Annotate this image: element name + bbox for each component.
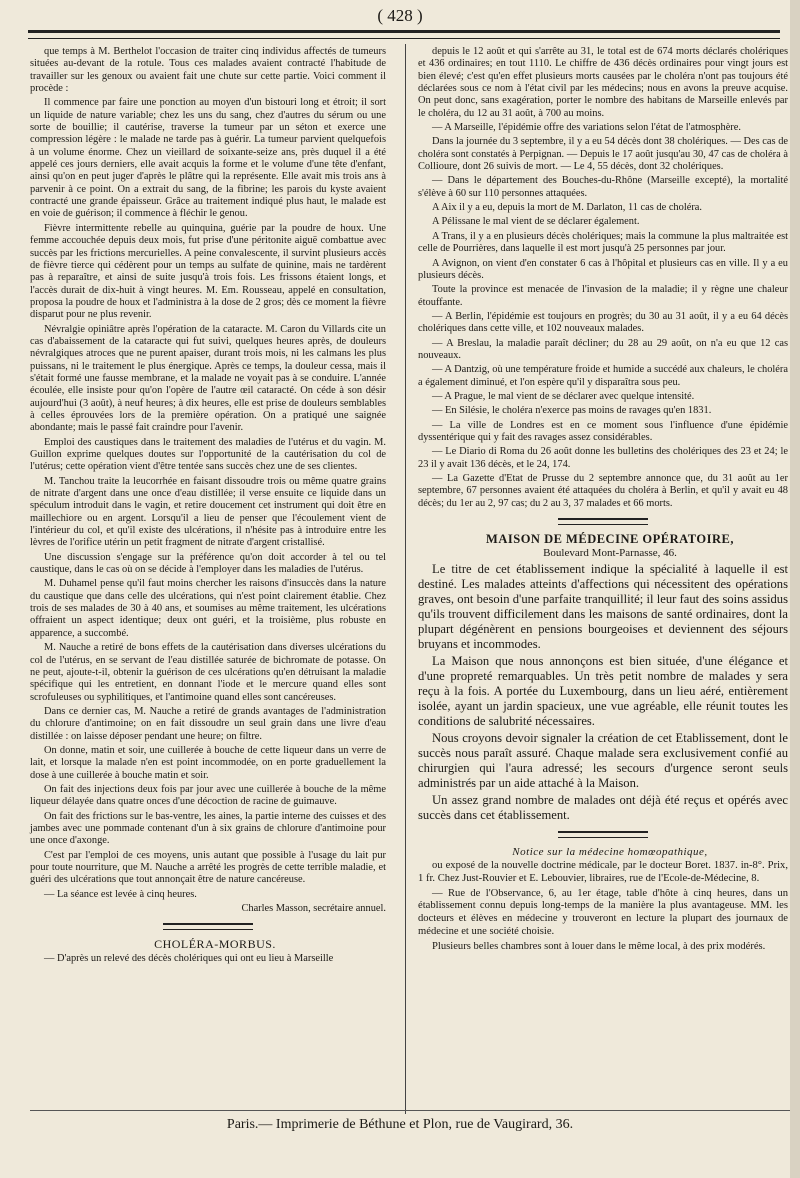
footer-rule <box>30 1110 790 1111</box>
news-item: — Dans le département des Bouches-du-Rhône (Marseille excepté), la mortalité s'élève à 60 sur 110 personnes attaquées. <box>418 175 788 199</box>
news-item: A Pélissane le mal vient de se déclarer également. <box>432 216 640 228</box>
maison-text <box>418 562 788 823</box>
notice-text <box>418 860 788 954</box>
maison-address: Boulevard Mont-Parnasse, 46. <box>543 547 677 560</box>
news-item: — A Dantzig, où une température froide et humide a succédé aux chaleurs, le choléra a également diminué, et l'on espère qu'il y disparaîtra sous peu. <box>418 364 788 388</box>
news-item: — A Marseille, l'épidémie offre des variations selon l'état de l'atmosphère. <box>432 122 741 134</box>
paragraph: Un assez grand nombre de malades ont déjà été reçus et opérés avec succès dans cet établissement. <box>418 792 788 822</box>
paragraph: M. Tanchou traite la leucorrhée en faisant dissoudre trois ou même quatre grains de nitrate d'argent dans une once d'eau distillée; il verse ensuite ce liquide dans un spéculum introduit dans le vagin, et retire doucement cet instrument qui doit être en maillechiore ou en argent. Lorsqu'il a lieu de penser que l'écoulement vient de l'intérieur du col, et qu'il existe des ulcérations, il n'hésite pas à introduire entre les lèvres de l'orifice utérin un petit fragment de nitrate d'argent cristallisé. <box>30 475 386 549</box>
news-item: A Aix il y a eu, depuis la mort de M. Darlaton, 11 cas de choléra. <box>432 202 702 214</box>
page-edge <box>790 0 800 1178</box>
paragraph: — La séance est levée à cinq heures. <box>44 888 197 900</box>
paragraph: ou exposé de la nouvelle doctrine médicale, par le docteur Boret. 1837. in-8°. Prix, 1 fr. Chez Just-Rouvier et E. Lebouvier, libraires, rue de l'Ecole-de-Médecine, 8. <box>418 860 788 884</box>
left-column-text <box>30 46 386 901</box>
signature: Charles Masson, secrétaire annuel. <box>241 903 386 915</box>
cholera-heading: CHOLÉRA-MORBUS. <box>154 937 276 952</box>
news-item: — Le Diario di Roma du 26 août donne les bulletins des cholériques des 23 et 24; le 23 il y avait 136 décès, et le 24, 174. <box>418 446 788 470</box>
news-item: — La ville de Londres est en ce moment sous l'influence d'une épidémie dyssentérique qui y fait des ravages assez considérables. <box>418 419 788 443</box>
maison-heading: MAISON DE MÉDECINE OPÉRATOIRE, <box>486 532 734 547</box>
news-item: A Trans, il y a en plusieurs décès cholériques; mais la commune la plus maltraitée est celle de Pourrières, dans laquelle il est mort jusqu'à 25 personnes par jour. <box>418 230 788 255</box>
paragraph: On fait des frictions sur le bas-ventre, les aines, la partie interne des cuisses et des jambes avec une pommade contenant d'un à six grains de chlorure d'antimoine pour une once d'axonge. <box>30 810 386 847</box>
paragraph: C'est par l'emploi de ces moyens, unis autant que possible à l'usage du lait pur pour toute nourriture, que M. Nauche a arrêté les progrès de cette terrible maladie, et guéri des ulcérations que tout annonçait être de nature cancéreuse. <box>30 849 386 886</box>
paragraph: Fièvre intermittente rebelle au quinquina, guérie par la poudre de houx. Une femme accouchée depuis deux mois, fut prise d'une péritonite aiguë combattue avec succès par les frictions mercurielles. A peine convalescente, il survint plusieurs accès de fièvre tierce qui cédèrent pour un temps au sulfate de quinine, mais ne tardèrent pas à reparaître, et ainsi de suite jusqu'à trois fois. Les frissons étaient longs, et l'accès durait de dix-huit à vingt heures. M. Em. Rousseau, appelé en consultation, proposa la poudre de houx et l'administra à la dose de 2 gros; dès ce moment la fièvre disparut pour ne plus revenir. <box>30 222 386 321</box>
column-divider <box>405 44 406 1114</box>
news-item: — A Prague, le mal vient de se déclarer avec quelque intensité. <box>432 390 695 402</box>
paragraph: — Rue de l'Observance, 6, au 1er étage, table d'hôte à cinq heures, dans un établissement connu depuis long-temps de la manière la plus avantageuse. MM. les docteurs et élèves en médecine y trouveront en lecture la plupart des journaux de médecine et une société choisie. <box>418 887 788 938</box>
ornament-rule-3 <box>558 831 648 838</box>
news-item: — En Silésie, le choléra n'exerce pas moins de ravages qu'en 1831. <box>432 405 712 417</box>
right-column-text <box>418 46 788 510</box>
news-item: Dans la journée du 3 septembre, il y a eu 54 décès dont 38 cholériques. — Des cas de choléra sont constatés à Perpignan. — Depuis le 17 août jusqu'au 30, 47 cas de choléra à Collioure, dont 26 suivis de mort. — Le 4, 55 décès, dont 32 cholériques. <box>418 136 788 173</box>
page-number: ( 428 ) <box>377 6 423 25</box>
paragraph: On donne, matin et soir, une cuillerée à bouche de cette liqueur dans un verre de lait, et lorsque la malade n'en est point incommodée, on en porte graduellement la dose à une cuillerée à bouche matin et soir. <box>30 744 386 781</box>
cholera-intro: — D'après un relevé des décès cholériques qui ont eu lieu à Marseille <box>44 952 334 964</box>
paragraph: Dans ce dernier cas, M. Nauche a retiré de grands avantages de l'administration du chlorure d'antimoine; on en fait dissoudre un seul grain dans une livre d'eau distillée : on laisse déposer pendant une heure; on filtre. <box>30 705 386 742</box>
ornament-rule-2 <box>558 518 648 525</box>
news-item: — La Gazette d'Etat de Prusse du 2 septembre annonce que, du 31 août au 1er septembre, 67 personnes avaient été attaquées du choléra à Berlin, et qu'il y avait eu 48 décès; du 1er au 2, 97 cas; du 2 au 3, 37 malades et 66 morts. <box>418 473 788 509</box>
paragraph: Nous croyons devoir signaler la création de cet Etablissement, dont le succès nous paraît assuré. Chaque malade sera exclusivement confié au chirurgien qui l'aura adressé; les secours d'urgence seront seuls administrés par un aide attaché à la Maison. <box>418 730 788 790</box>
paragraph: Névralgie opiniâtre après l'opération de la cataracte. M. Caron du Villards cite un cas d'abaissement de la cataracte qui fut suivi, quelques heures après, de douleurs névralgiques atroces que ne purent apaiser, durant trois mois, ni les calmans les plus puissans, ni le traitement le plus énergique. Après ce temps, la douleur cessa, mais il s'était formé une fausse membrane, et la malade ne voyait pas à se conduire. L'année écoulée, elle insiste pour qu'on l'opère de l'autre œil cataracté. On céde à son désir aujourd'hui (3 août), à neuf heures; à dix heures, elle est prise de douleurs semblables à celles éprouvées lors de la première opération. On a pratiqué une saignée abondante; mais le passé fait craindre pour l'avenir. <box>30 323 386 434</box>
paragraph: Il commence par faire une ponction au moyen d'un bistouri long et étroit; il sort un liquide de nature variable; chez les uns du sang, chez d'autres du sérum ou une sorte de bouillie; il cautérise, traverse la tumeur par un séton et exerce une compression légère : le malade ne tarde pas à guérir. La tumeur parvient quelquefois à un volume énorme. Chez un vieillard de soixante-seize ans, près duquel il a été appelé ces jours derniers, elle avait acquis la forme et le volume d'une tête d'enfant, ainsi qu'on en peut juger d'après le plâtre qui la représente. Elle avait mis trois ans à parvenir à ce point. On a extrait du sang, de la fibrine; les parois du kyste avaient contracté une grande épaisseur. Grâce au traitement indiqué plus haut, le malade est en voie de guérison; il commence à fléchir le genou. <box>30 97 386 220</box>
printer-footer: Paris.— Imprimerie de Béthune et Plon, rue de Vaugirard, 36. <box>226 1117 574 1132</box>
paragraph: Plusieurs belles chambres sont à louer dans le même local, à des prix modérés. <box>432 940 766 952</box>
notice-heading: Notice sur la médecine homœopathique, <box>512 845 708 858</box>
paragraph: On fait des injections deux fois par jour avec une cuillerée à bouche de la même liqueur délayée dans quatre onces d'une décoction de racine de guimauve. <box>30 783 386 808</box>
right-column <box>418 46 788 956</box>
paragraph: La Maison que nous annonçons est bien située, d'une élégance et d'une propreté remarquables. Un très petit nombre de malades y sera reçu à la fois. A portée du Luxembourg, dans un lieu aéré, entièrement isolée, ayant un jardin spacieux, une vue agréable, elle réunit toutes les conditions de salubrité nécessaires. <box>418 653 788 728</box>
header-rule <box>28 30 780 39</box>
news-item: A Avignon, on vient d'en constater 6 cas à l'hôpital et plusieurs cas en ville. Il y a eu plusieurs décès. <box>418 257 788 281</box>
paragraph: Le titre de cet établissement indique la spécialité à laquelle il est destiné. Les malades atteints d'affections qui nécessitent des opérations graves, ont besoin d'une parfaite tranquillité; il leur faut des soins assidus qu'ils trouvent difficilement dans les maisons de santé ordinaires, dont la plupart dégénèrent en pensions bourgeoises et deviennent des séjours bruyans et incommodes. <box>418 561 788 651</box>
paragraph: que temps à M. Berthelot l'occasion de traiter cinq individus affectés de tumeurs situées au-devant de la rotule. Tous ces malades avaient contracté l'habitude de travailler sur les genoux ou avaient fait une chute sur cette partie. Voici comment il procède : <box>30 46 386 95</box>
news-item: — A Breslau, la maladie paraît décliner; du 28 au 29 août, on n'a eu que 12 cas nouveaux. <box>418 337 788 361</box>
left-column <box>30 46 386 967</box>
paragraph: Emploi des caustiques dans le traitement des maladies de l'utérus et du vagin. M. Guillon exprime quelques doutes sur l'opportunité de la cautérisation du col de l'utérus; cette opération vient d'être tentée sans succès chez une de ses clientes. <box>30 436 386 473</box>
news-item: depuis le 12 août et qui s'arrête au 31, le total est de 674 morts déclarés cholériques et 436 ordinaires; en tout 1110. Le chiffre de 436 décès ordinaires pour vingt jours est bien élevé; c'est qu'en effet plusieurs morts causées par le choléra n'ont pas toujours été déclarées sous ce nom à l'état civil par les médecins; nous en avons la preuve acquise. On peut donc, sans exagération, porter le nombre des habitans de Marseille enlevés par le choléra, du 12 au 31 août, à 700 au moins. <box>418 46 788 119</box>
paragraph: Une discussion s'engage sur la préférence qu'on doit accorder à tel ou tel caustique, dans le cas où on se décide à l'employer dans les maladies de l'utérus. <box>30 551 386 576</box>
news-item: Toute la province est menacée de l'invasion de la maladie; il y règne une chaleur étouffante. <box>418 284 788 308</box>
paragraph: M. Duhamel pense qu'il faut moins chercher les raisons d'insuccès dans la nature du caustique que dans celle des ulcérations, qui n'est point clairement établie. Chez trois de ses malades de 30 à 40 ans, et soumises au même traitement, les ulcérations offraient un aspect identique; deux ont guéri, et la troisième, plus robuste en apparence, a succombé. <box>30 578 386 639</box>
paragraph: M. Nauche a retiré de bons effets de la cautérisation dans diverses ulcérations du col de l'utérus, en se servant de l'eau distillée saturée de bichromate de potasse. On ne peut, ajoute-t-il, obtenir la guérison de ces ulcérations qu'en détruisant la maladie spécifique qui les entretient, en donnant l'iode et le mercure quand elles sont scrofuleuses ou syphilitiques, et l'antimoine quand elles sont cancéreuses. <box>30 642 386 703</box>
news-item: — A Berlin, l'épidémie est toujours en progrès; du 30 au 31 août, il y a eu 64 décès cholériques dans cette ville, et 102 nouveaux malades. <box>418 310 788 335</box>
ornament-rule <box>163 923 253 930</box>
